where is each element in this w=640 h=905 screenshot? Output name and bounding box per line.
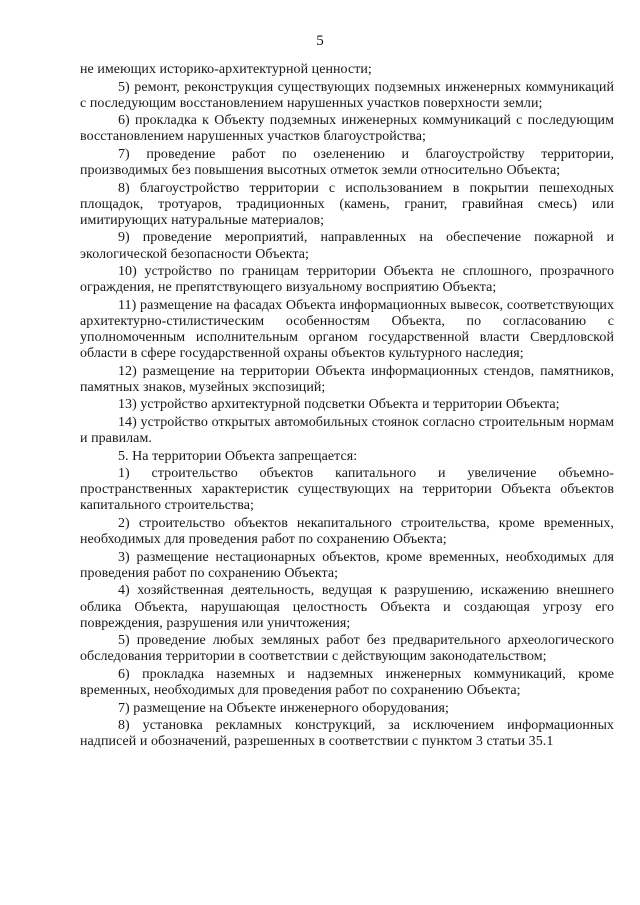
paragraph: 6) прокладка к Объекту подземных инженерных коммуникаций с последующим восстановлением нарушенных участков благоустройства; xyxy=(80,113,614,145)
paragraph: 10) устройство по границам территории Объекта не сплошного, прозрачного ограждения, не препятствующего визуальному восприятию Объекта; xyxy=(80,264,614,296)
paragraph: 7) проведение работ по озеленению и благоустройству территории, производимых без повышения высотных отметок земли относительно Объекта; xyxy=(80,146,614,179)
paragraph: не имеющих историко-архитектурной ценности; xyxy=(80,62,372,77)
paragraph: 14) устройство открытых автомобильных стоянок согласно строительным нормам и правилам. xyxy=(80,414,614,447)
paragraph: 13) устройство архитектурной подсветки Объекта и территории Объекта; xyxy=(118,397,560,413)
paragraph: 9) проведение мероприятий, направленных на обеспечение пожарной и экологической безопасности Объекта; xyxy=(80,230,614,262)
document-body xyxy=(80,62,614,750)
paragraph: 4) хозяйственная деятельность, ведущая к разрушению, искажению внешнего облика Объекта, нарушающая целостность Объекта и создающая угрозу его повреждения, разрушения или уничтожения; xyxy=(80,583,614,631)
paragraph: 2) строительство объектов некапитального строительства, кроме временных, необходимых для проведения работ по сохранению Объекта; xyxy=(80,516,614,548)
paragraph: 1) строительство объектов капитального и увеличение объемно-пространственных характеристик существующих на территории Объекта объектов капитального строительства; xyxy=(80,466,614,514)
paragraph: 8) благоустройство территории с использованием в покрытии пешеходных площадок, тротуаров, традиционных (камень, гранит, гравийная смесь) или имитирующих натуральные материалов; xyxy=(80,180,614,228)
paragraph: 5) ремонт, реконструкция существующих подземных инженерных коммуникаций с последующим восстановлением нарушенных участков поверхности земли; xyxy=(80,79,614,111)
paragraph: 5) проведение любых земляных работ без предварительного археологического обследования территории в соответствии с действующим законодательством; xyxy=(80,633,614,665)
section-heading: 5. На территории Объекта запрещается: xyxy=(118,448,358,464)
paragraph: 3) размещение нестационарных объектов, кроме временных, необходимых для проведения работ по сохранению Объекта; xyxy=(80,549,614,581)
paragraph: 8) установка рекламных конструкций, за исключением информационных надписей и обозначений, разрешенных в соответствии с пунктом 3 статьи 35.1 xyxy=(80,718,614,750)
paragraph: 12) размещение на территории Объекта информационных стендов, памятников, памятных знаков, музейных экспозиций; xyxy=(80,363,614,395)
paragraph: 11) размещение на фасадах Объекта информационных вывесок, соответствующих архитектурно-стилистическим особенностям Объекта, по согласованию с уполномоченным исполнительным органом государственной власти Свердловской области в сфере государственной охраны объектов культурного наследия; xyxy=(80,297,614,362)
page-number: 5 xyxy=(316,33,324,49)
paragraph: 6) прокладка наземных и надземных инженерных коммуникаций, кроме временных, необходимых для проведения работ по сохранению Объекта; xyxy=(80,666,614,698)
paragraph: 7) размещение на Объекте инженерного оборудования; xyxy=(118,700,449,716)
